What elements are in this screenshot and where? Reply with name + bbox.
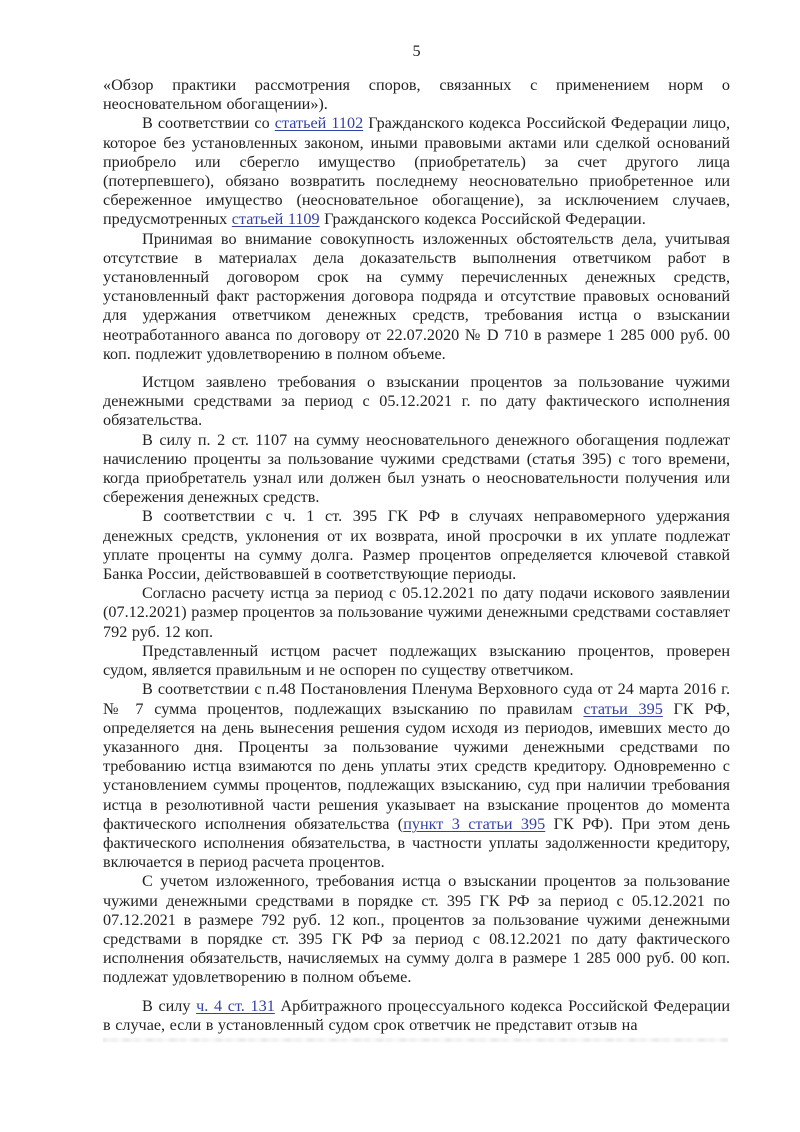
link-ch-4-st-131[interactable]: ч. 4 ст. 131 — [196, 996, 275, 1015]
paragraph-spacer — [103, 364, 730, 373]
paragraph-postanovlenie-plenuma: В соответствии с п.48 Постановления Пленума Верховного суда от 24 марта 2016 г. № 7 сумма процентов, подлежащих взысканию по правилам статьи 395 ГК РФ, определяется на день вынесения решения судом исходя из периодов, имевших место до указанного дня. Проценты за пользование чужими денежными средствами по требованию истца взимаются по день уплаты этих средств кредитору. Одновременно с установлением суммы процентов, подлежащих взысканию, суд при наличии требования истца в резолютивной части решения указывает на взыскание процентов до момента фактического исполнения обязательства (пункт 3 статьи 395 ГК РФ). При этом день фактического исполнения обязательства, в частности уплаты задолженности кредитору, включается в период расчета процентов. — [103, 680, 731, 872]
paragraph-isttsom-zayavleno: Истцом заявлено требования о взыскании процентов за пользование чужими денежными средствами за период с 05.12.2021 г. по дату фактического исполнения обязательства. — [103, 373, 730, 430]
paragraph-prinimaya-vo-vnimanie: Принимая во внимание совокупность изложенных обстоятельств дела, учитывая отсутствие в материалах дела доказательств выполнения ответчиком работ в установленный договором срок на сумму перечисленных денежных средств, установленный факт расторжения договора подряда и отсутствие правовых оснований для удержания ответчиком денежных средств, требования истца о взыскании неотработанного аванса по договору от 22.07.2020 № D 710 в размере 1 285 000 руб. 00 коп. подлежит удовлетворению в полном объеме. — [103, 229, 730, 363]
link-statya-1102[interactable]: статьей 1102 — [274, 114, 364, 133]
document-body — [103, 76, 730, 1042]
page-number: 5 — [412, 42, 421, 60]
paragraph-ch1-st-395: В соответствии с ч. 1 ст. 395 ГК РФ в случаях неправомерного удержания денежных средств, уклонения от их возврата, иной просрочки в их уплате подлежат уплате проценты на сумму долга. Размер процентов определяется ключевой ставкой Банка России, действовавшей в соответствующие периоды. — [103, 507, 730, 584]
paragraph-spacer — [103, 988, 730, 997]
paragraph-soglasno-raschetu: Согласно расчету истца за период с 05.12.2021 по дату подачи искового заявлении (07.12.2021) размер процентов за пользование чужими денежными средствами составляет 792 руб. 12 коп. — [103, 584, 730, 641]
paragraph-s-uchetom-izlozhennogo: С учетом изложенного, требования истца о взыскании процентов за пользование чужими денежными средствами в порядке ст. 395 ГК РФ за период с 05.12.2021 по 07.12.2021 в размере 792 руб. 12 коп., процентов за пользование чужими денежными средствами в порядке ст. 395 ГК РФ за период с 08.12.2021 по дату фактического исполнения обязательств, начисляемых на сумму долга в размере 1 285 000 руб. 00 коп. подлежат удовлетворению в полном объеме. — [103, 872, 730, 987]
paragraph-st-1107: В силу п. 2 ст. 1107 на сумму неосновательного денежного обогащения подлежат начислению проценты за пользование чужими средствами (статья 395) с того времени, когда приобретатель узнал или должен был узнать о неосновательности получения или сбережения денежных средств. — [103, 430, 730, 507]
link-statya-395[interactable]: статьи 395 — [583, 699, 663, 718]
paragraph-obzor-praktiki: «Обзор практики рассмотрения споров, связанных с применением норм о неосновательном обогащении»). — [103, 76, 730, 114]
paragraph-ch4-st-131: В силу ч. 4 ст. 131 Арбитражного процессуального кодекса Российской Федерации в случае, если в установленный судом срок ответчик не представит отзыв на — [103, 996, 730, 1034]
paragraph-predstavlennyi-raschet: Представленный истцом расчет подлежащих взысканию процентов, проверен судом, является правильным и не оспорен по существу ответчиком. — [103, 641, 730, 680]
paragraph-statya-1102: В соответствии со статьей 1102 Гражданского кодекса Российской Федерации лицо, которое без установленных законом, иными правовыми актами или сделкой оснований приобрело или сберегло имущество (приобретатель) за счет другого лица (потерпевшего), обязано возвратить последнему неосновательно приобретенное или сбереженное имущество (неосновательное обогащение), за исключением случаев, предусмотренных статьей 1109 Гражданского кодекса Российской Федерации. — [103, 114, 730, 229]
scan-artifact-line — [103, 1038, 728, 1042]
link-punkt-3-statya-395[interactable]: пункт 3 статьи 395 — [403, 814, 546, 833]
link-statya-1109[interactable]: статьей 1109 — [231, 210, 320, 229]
